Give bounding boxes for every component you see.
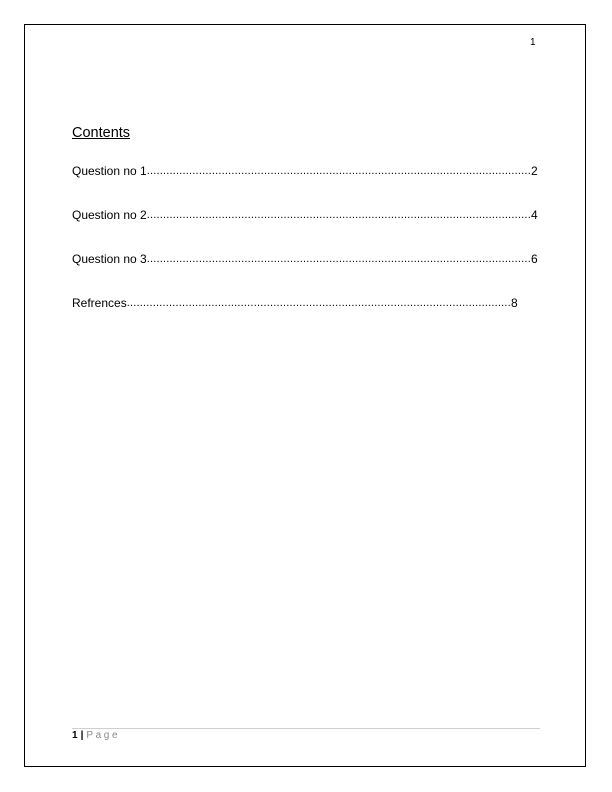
toc-list: [72, 163, 538, 339]
footer-divider: [72, 728, 540, 729]
toc-dot-leader: ......................................................................................................................: [146, 209, 531, 221]
toc-entry-title: Question no 2: [72, 208, 147, 222]
toc-entry-page: 8: [510, 296, 518, 310]
toc-dot-leader: ......................................................................................................................: [146, 253, 531, 265]
toc-heading: Contents: [72, 125, 131, 141]
footer-page-label: Page: [86, 730, 121, 741]
toc-dot-leader: ......................................................................................................................: [146, 165, 531, 177]
header-page-number: 1: [530, 37, 536, 48]
toc-entry-question-3[interactable]: [72, 251, 538, 295]
toc-dot-leader: ......................................................................................................................: [126, 297, 511, 309]
page-footer: [72, 730, 120, 742]
toc-entry-title: Question no 3: [72, 252, 147, 266]
toc-entry-title: Refrences: [72, 296, 127, 310]
toc-entry-title: Question no 1: [72, 164, 147, 178]
toc-entry-page: 4: [530, 208, 538, 222]
toc-entry-question-2[interactable]: [72, 207, 538, 251]
footer-page-number: 1: [72, 730, 78, 741]
toc-entry-page: 2: [530, 164, 538, 178]
toc-entry-page: 6: [530, 252, 538, 266]
footer-separator: |: [80, 730, 84, 741]
toc-entry-question-1[interactable]: [72, 163, 538, 207]
toc-entry-references[interactable]: [72, 295, 518, 339]
